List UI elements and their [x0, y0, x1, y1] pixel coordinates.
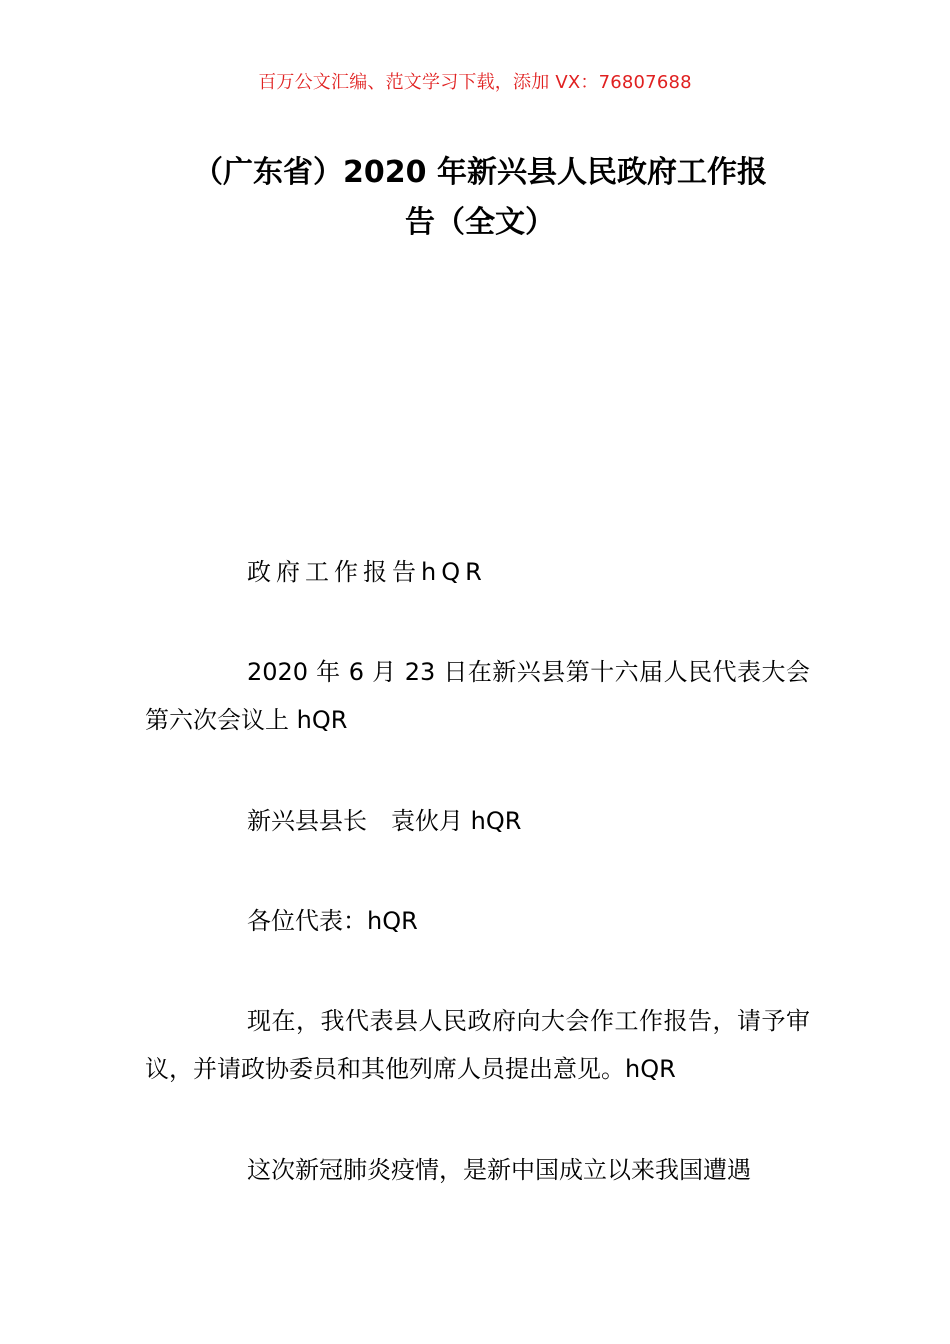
header-note: 百万公文汇编、范文学习下载，添加 VX：76807688: [258, 72, 692, 93]
title-line-2: 告（全文）: [405, 205, 555, 240]
document-title: [140, 148, 820, 248]
paragraph-speaker: 新兴县县长 袁伙月 hQR: [247, 807, 522, 835]
paragraph-epidemic: 这次新冠肺炎疫情，是新中国成立以来我国遭遇: [247, 1156, 751, 1184]
paragraph-intro: 现在，我代表县人民政府向大会作工作报告，请予审议，并请政协委员和其他列席人员提出意见。hQR: [145, 1007, 810, 1083]
title-line-1: （广东省）2020 年新兴县人民政府工作报: [193, 155, 767, 190]
paragraph-report-heading: 政府工作报告hQR: [247, 558, 487, 586]
paragraph-date-meeting: 2020 年 6 月 23 日在新兴县第十六届人民代表大会第六次会议上 hQR: [145, 658, 810, 734]
paragraph-greeting: 各位代表：hQR: [247, 907, 418, 935]
